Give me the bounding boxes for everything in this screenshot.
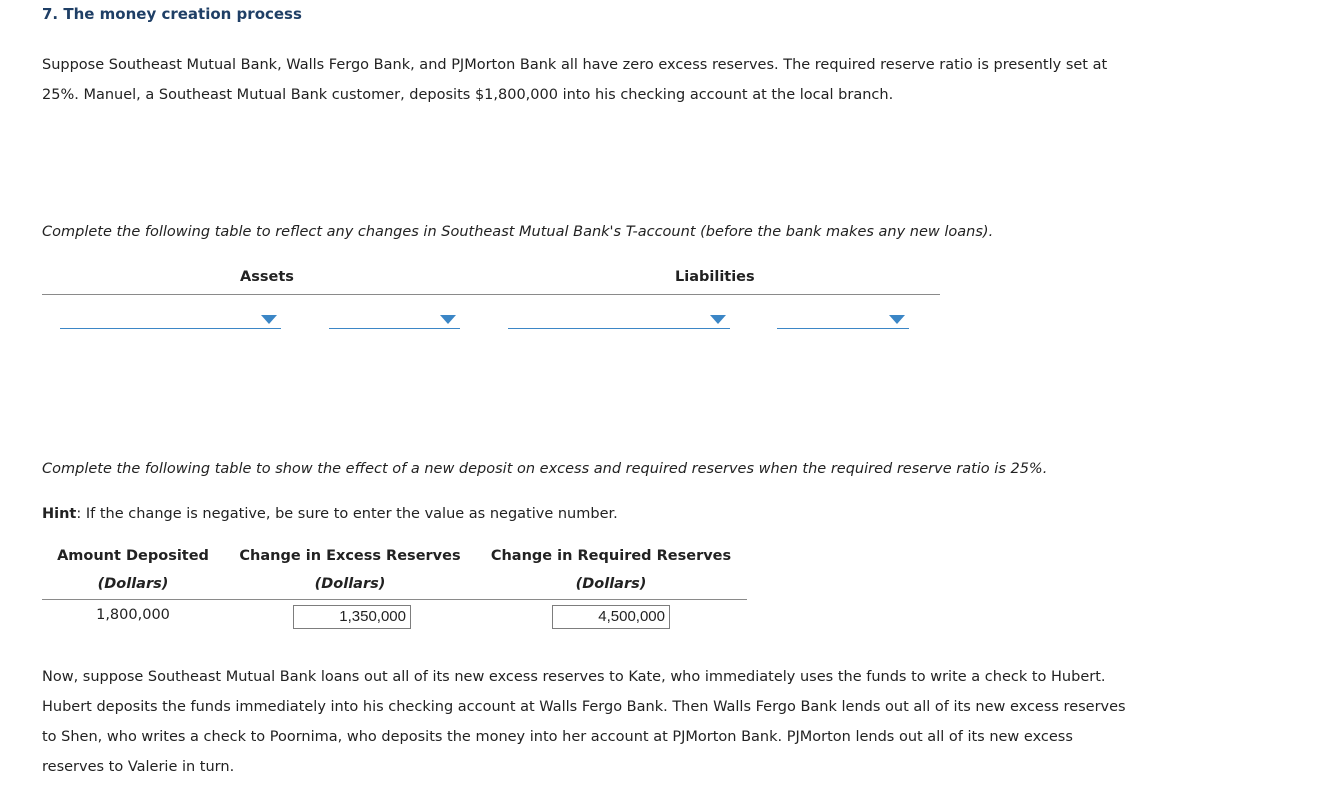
excess-reserves-input[interactable]: 1,350,000 [293,605,411,629]
assets-amount-dropdown[interactable] [329,306,460,329]
outro-line-4: reserves to Valerie in turn. [42,759,235,775]
intro-line-1: Suppose Southeast Mutual Bank, Walls Fergo Bank, and PJMorton Bank all have zero excess reserves. The required reserve ratio is presently set at [42,57,1108,73]
hint-text: : If the change is negative, be sure to enter the value as negative number. [76,506,618,522]
intro-line-2: 25%. Manuel, a Southeast Mutual Bank customer, deposits $1,800,000 into his checking account at the local branch. [42,87,894,103]
col-required-reserves-unit: (Dollars) [575,576,647,592]
outro-line-3: to Shen, who writes a check to Poornima, who deposits the money into her account at PJMorton Bank. PJMorton lends out all of its new excess [42,729,1073,745]
col-required-reserves-header: Change in Required Reserves [490,548,732,564]
col-excess-reserves-unit: (Dollars) [314,576,386,592]
amount-deposited-cell: 1,800,000 [96,607,170,623]
reserves-table-divider [42,599,747,600]
liabilities-item-dropdown[interactable] [508,306,730,329]
col-amount-deposited-unit: (Dollars) [97,576,169,592]
question-title: 7. The money creation process [42,5,302,23]
intro-paragraph [42,50,1182,110]
col-amount-deposited-header: Amount Deposited [57,548,209,564]
col-excess-reserves-header: Change in Excess Reserves [239,548,461,564]
assets-header: Assets [240,269,294,285]
assets-item-dropdown[interactable] [60,306,281,329]
hint [42,499,1182,529]
liabilities-header: Liabilities [675,269,755,285]
outro-line-1: Now, suppose Southeast Mutual Bank loans out all of its new excess reserves to Kate, who immediately uses the funds to write a check to Hubert. [42,669,1106,685]
liabilities-amount-dropdown[interactable] [777,306,909,329]
required-reserves-input[interactable]: 4,500,000 [552,605,670,629]
hint-label: Hint [42,506,77,522]
reserves-instruction: Complete the following table to show the effect of a new deposit on excess and required reserves when the required reserve ratio is 25%. [42,461,1048,477]
outro-line-2: Hubert deposits the funds immediately into his checking account at Walls Fergo Bank. Then Walls Fergo Bank lends out all of its new excess reserves [42,699,1126,715]
taccount-instruction: Complete the following table to reflect any changes in Southeast Mutual Bank's T-account (before the bank makes any new loans). [42,224,994,240]
chevron-down-icon [710,315,726,324]
taccount-divider [42,294,940,295]
outro-paragraph [42,662,1182,782]
chevron-down-icon [261,315,277,324]
chevron-down-icon [889,315,905,324]
chevron-down-icon [440,315,456,324]
